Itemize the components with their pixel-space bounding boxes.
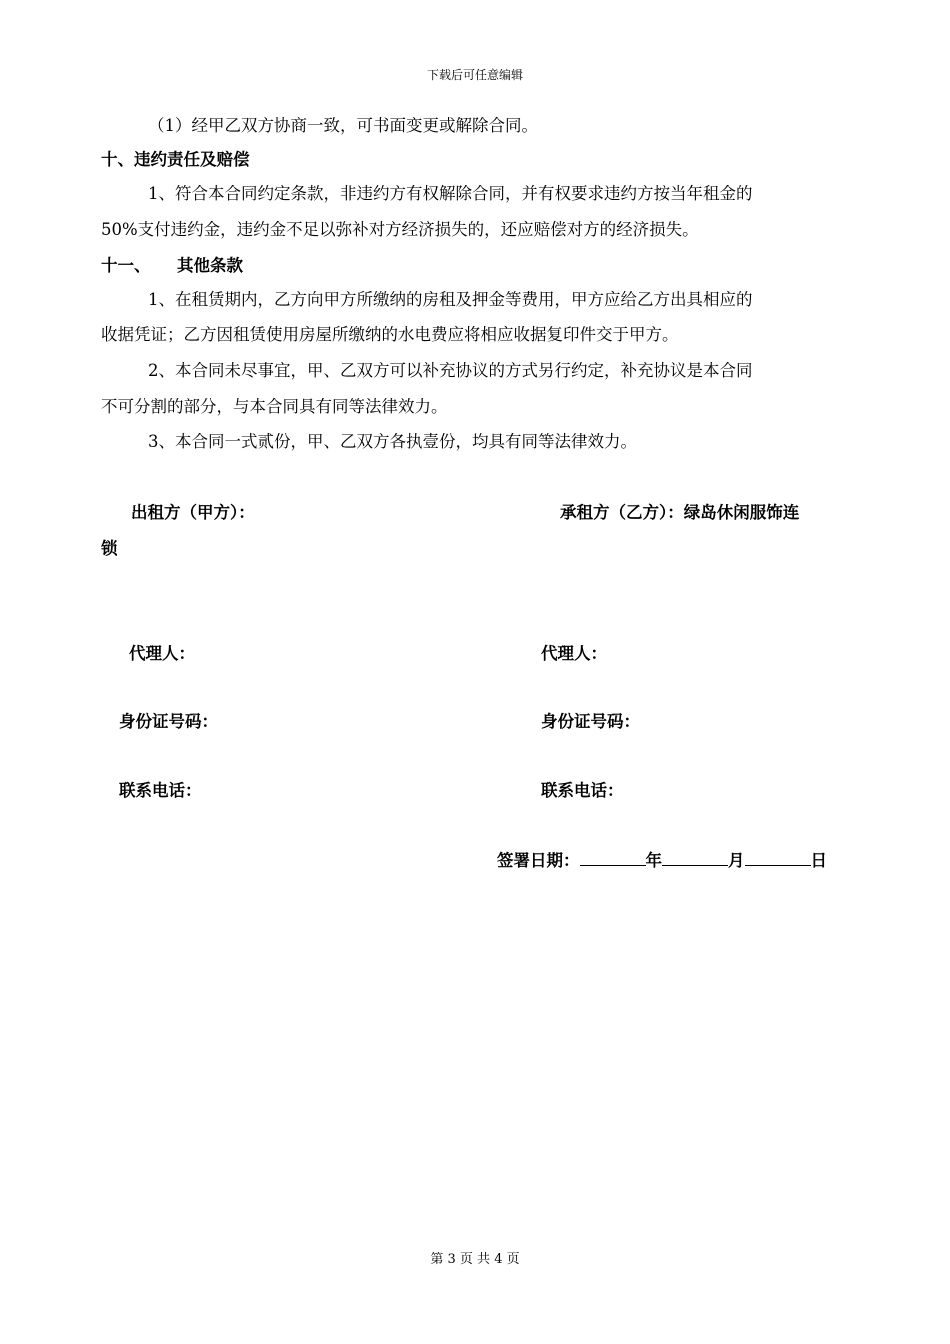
lessee-label-continued: 锁 xyxy=(101,539,118,558)
phone-right-label: 联系电话： xyxy=(541,781,624,800)
page-header: 下载后可任意编辑 xyxy=(426,68,523,82)
agent-left-label: 代理人： xyxy=(129,644,195,663)
section-11-item-1-line-1: 1、在租赁期内，乙方向甲方所缴纳的房租及押金等费用，甲方应给乙方出具相应的 xyxy=(148,290,753,309)
signing-date-line xyxy=(497,849,827,871)
clause-9-item-1: （1）经甲乙双方协商一致，可书面变更或解除合同。 xyxy=(148,116,538,135)
id-number-left-label: 身份证号码： xyxy=(119,712,218,731)
section-11-item-2-line-1: 2、本合同未尽事宜，甲、乙双方可以补充协议的方式另行约定，补充协议是本合同 xyxy=(148,361,753,380)
section-11-item-2-line-2: 不可分割的部分，与本合同具有同等法律效力。 xyxy=(101,397,448,416)
agent-right-label: 代理人： xyxy=(541,644,607,663)
section-11-title: 其他条款 xyxy=(177,256,243,275)
lessee-label: 承租方（乙方）：绿岛休闲服饰连 xyxy=(560,503,800,522)
signing-date-label: 签署日期： xyxy=(497,851,580,870)
month-label: 月 xyxy=(728,851,745,870)
section-10-item-1-line-1: 1、符合本合同约定条款，非违约方有权解除合同，并有权要求违约方按当年租金的 xyxy=(148,184,753,203)
day-label: 日 xyxy=(810,851,827,870)
lessor-label: 出租方（甲方）： xyxy=(131,503,255,522)
section-10-item-1-line-2: 50%支付违约金，违约金不足以弥补对方经济损失的，还应赔偿对方的经济损失。 xyxy=(101,220,699,239)
section-11-item-1-line-2: 收据凭证；乙方因租赁使用房屋所缴纳的水电费应将相应收据复印件交于甲方。 xyxy=(101,325,679,344)
day-blank[interactable] xyxy=(745,849,811,866)
section-10-title: 十、违约责任及赔偿 xyxy=(101,150,250,169)
phone-left-label: 联系电话： xyxy=(119,781,202,800)
section-11-item-3: 3、本合同一式贰份，甲、乙双方各执壹份，均具有同等法律效力。 xyxy=(148,432,637,451)
id-number-right-label: 身份证号码： xyxy=(541,712,640,731)
month-blank[interactable] xyxy=(662,849,728,866)
page-footer: 第 3 页 共 4 页 xyxy=(430,1252,520,1267)
year-blank[interactable] xyxy=(580,849,646,866)
section-11-number: 十一、 xyxy=(101,256,151,275)
year-label: 年 xyxy=(645,851,662,870)
